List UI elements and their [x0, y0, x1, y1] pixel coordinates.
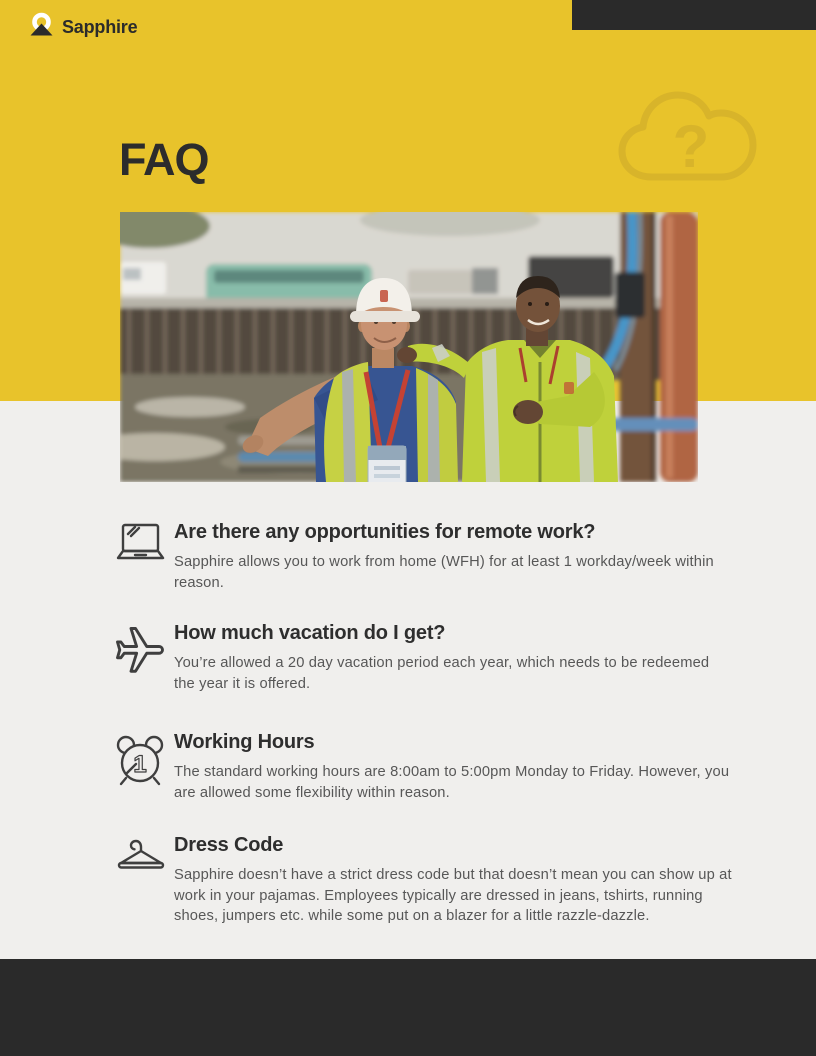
- alarm-clock-icon: [112, 732, 167, 803]
- faq-question: Working Hours: [174, 731, 315, 753]
- faq-answer: Sapphire allows you to work from home (WFH) for at least 1 workday/week within reason.: [174, 554, 714, 591]
- construction-workers-photo: [120, 212, 698, 482]
- svg-text:?: ?: [672, 113, 710, 180]
- svg-text:1: 1: [132, 751, 147, 778]
- person-avatar-icon: [28, 11, 55, 43]
- faq-question: Dress Code: [174, 834, 284, 856]
- brand-name: Sapphire: [62, 16, 138, 37]
- faq-answer: The standard working hours are 8:00am to 5:00pm Monday to Friday. However, you are allowed some flexibility within reason.: [174, 764, 730, 801]
- top-dark-bar: [572, 0, 816, 30]
- faq-answer: Sapphire doesn’t have a strict dress code but that doesn’t mean you can show up at work in your pajamas. Employees typically are dressed in jeans, tshirts, running shoes, jumpers etc. while some put on a blazer for a little razzle-dazzle.: [174, 867, 732, 924]
- faq-item-remote-work: [112, 521, 736, 593]
- cloud-question-icon: [613, 78, 763, 188]
- hanger-icon: [112, 835, 167, 927]
- faq-question: How much vacation do I get?: [174, 622, 446, 644]
- brand[interactable]: [28, 11, 137, 43]
- plane-icon: [112, 623, 167, 694]
- faq-item-vacation: [112, 622, 736, 694]
- faq-item-dress-code: [112, 834, 736, 927]
- footer-bar: [0, 959, 816, 1056]
- laptop-icon: [112, 522, 167, 593]
- faq-answer: You’re allowed a 20 day vacation period each year, which needs to be redeemed the year it is offered.: [174, 655, 710, 692]
- faq-question: Are there any opportunities for remote work?: [174, 521, 596, 543]
- page-title: FAQ: [119, 134, 209, 185]
- faq-item-working-hours: [112, 731, 736, 803]
